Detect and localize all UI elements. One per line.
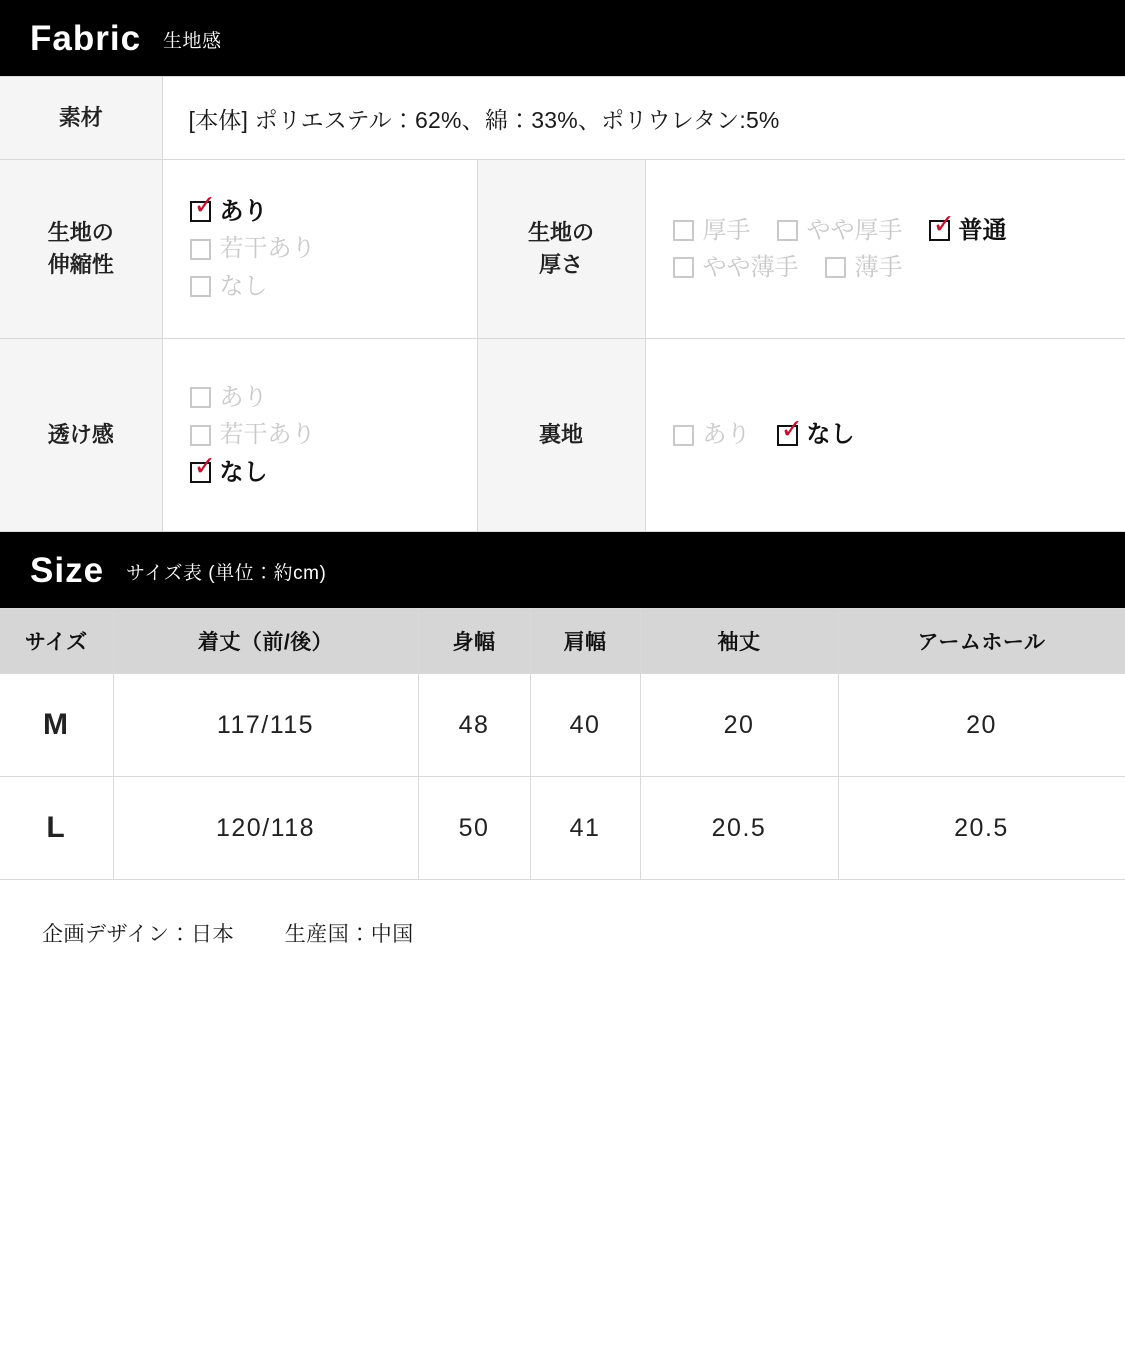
stretch-options	[162, 160, 477, 339]
checkbox-sheerness-nashi[interactable]	[190, 450, 476, 491]
checkbox-thickness-usude[interactable]	[825, 249, 903, 286]
table-row	[0, 674, 1125, 777]
checkbox-icon	[190, 387, 211, 408]
column-header-length: 着丈（前/後）	[113, 609, 418, 674]
cell-shoulder: 41	[530, 777, 640, 880]
checkbox-label: なし	[219, 272, 268, 300]
size-table	[0, 608, 1125, 880]
cell-chest: 50	[418, 777, 530, 880]
size-section-header	[0, 532, 1125, 608]
material-value: [本体] ポリエステル：62%、綿：33%、ポリウレタン:5%	[162, 77, 1125, 160]
cell-sleeve: 20	[640, 674, 838, 777]
checkbox-thickness-futsuu[interactable]	[929, 208, 1007, 249]
checkbox-thickness-yaya-usude[interactable]	[673, 249, 799, 286]
thickness-option-row-2	[673, 249, 1125, 286]
checkbox-icon	[673, 220, 694, 241]
fabric-title-en: Fabric	[30, 18, 142, 58]
checkbox-sheerness-ari[interactable]	[190, 379, 476, 416]
lining-option-row	[673, 413, 1125, 453]
checkbox-icon: ✓	[190, 201, 211, 222]
stretch-label	[0, 160, 162, 339]
thickness-label	[477, 160, 645, 339]
column-header-armhole: アームホール	[838, 609, 1125, 674]
production-origin: 生産国：中国	[284, 923, 414, 946]
checkbox-icon: ✓	[190, 462, 211, 483]
design-origin: 企画デザイン：日本	[42, 923, 235, 946]
checkbox-label: 若干あり	[219, 235, 316, 263]
cell-size: M	[0, 674, 113, 777]
column-header-chest: 身幅	[418, 609, 530, 674]
table-row-material	[0, 77, 1125, 160]
fabric-section-header	[0, 0, 1125, 76]
checkbox-icon: ✓	[777, 425, 798, 446]
sheerness-label: 透け感	[0, 339, 162, 532]
thickness-option-list	[647, 194, 1125, 304]
column-header-size: サイズ	[0, 609, 113, 674]
table-row-stretch-thickness	[0, 160, 1125, 339]
size-table-header-row	[0, 609, 1125, 674]
checkbox-stretch-jakkan[interactable]	[190, 230, 476, 267]
size-title-en: Size	[30, 550, 105, 590]
lining-label: 裏地	[477, 339, 645, 532]
stretch-option-list	[164, 175, 476, 323]
checkbox-label: 薄手	[854, 254, 903, 281]
checkbox-icon	[190, 276, 211, 297]
checkbox-icon	[777, 220, 798, 241]
checkbox-label: なし	[806, 421, 855, 449]
checkbox-label: あり	[219, 198, 268, 226]
checkbox-label: なし	[219, 458, 268, 486]
cell-length: 117/115	[113, 674, 418, 777]
material-label: 素材	[0, 77, 162, 160]
stretch-label-line1: 生地の	[47, 220, 114, 246]
checkbox-icon: ✓	[929, 220, 950, 241]
checkbox-label: 若干あり	[219, 421, 316, 449]
origin-info	[0, 880, 1125, 948]
thickness-options	[645, 160, 1125, 339]
checkbox-sheerness-jakkan[interactable]	[190, 416, 476, 453]
fabric-table	[0, 76, 1125, 532]
thickness-label-line1: 生地の	[527, 220, 594, 246]
cell-armhole: 20	[838, 674, 1125, 777]
checkbox-icon	[190, 239, 211, 260]
checkbox-label: 普通	[958, 216, 1007, 244]
fabric-title-jp: 生地感	[163, 30, 222, 52]
checkbox-label: あり	[702, 421, 751, 449]
cell-size: L	[0, 777, 113, 880]
table-row-sheerness-lining	[0, 339, 1125, 532]
checkbox-label: やや薄手	[702, 254, 799, 281]
checkbox-icon	[825, 257, 846, 278]
checkbox-label: あり	[219, 384, 268, 412]
size-title-jp: サイズ表 (単位：約cm)	[126, 562, 327, 584]
column-header-sleeve: 袖丈	[640, 609, 838, 674]
table-row	[0, 777, 1125, 880]
checkbox-lining-ari[interactable]	[673, 416, 751, 453]
lining-option-list	[647, 398, 1125, 471]
sheerness-options	[162, 339, 477, 532]
checkbox-stretch-ari[interactable]	[190, 190, 476, 230]
lining-options	[645, 339, 1125, 532]
stretch-label-line2: 伸縮性	[47, 252, 114, 277]
checkbox-stretch-nashi[interactable]	[190, 268, 476, 305]
cell-armhole: 20.5	[838, 777, 1125, 880]
sheerness-option-list	[164, 361, 476, 509]
checkbox-lining-nashi[interactable]	[777, 413, 855, 453]
cell-shoulder: 40	[530, 674, 640, 777]
checkbox-label: やや厚手	[806, 216, 903, 244]
thickness-option-row-1	[673, 208, 1125, 249]
column-header-shoulder: 肩幅	[530, 609, 640, 674]
checkbox-icon	[673, 425, 694, 446]
cell-sleeve: 20.5	[640, 777, 838, 880]
checkbox-thickness-yaya-atsude[interactable]	[777, 212, 903, 249]
cell-chest: 48	[418, 674, 530, 777]
checkbox-icon	[673, 257, 694, 278]
checkbox-label: 厚手	[702, 216, 751, 244]
thickness-label-line2: 厚さ	[538, 252, 583, 277]
cell-length: 120/118	[113, 777, 418, 880]
checkbox-icon	[190, 425, 211, 446]
checkbox-thickness-atsude[interactable]	[673, 212, 751, 249]
